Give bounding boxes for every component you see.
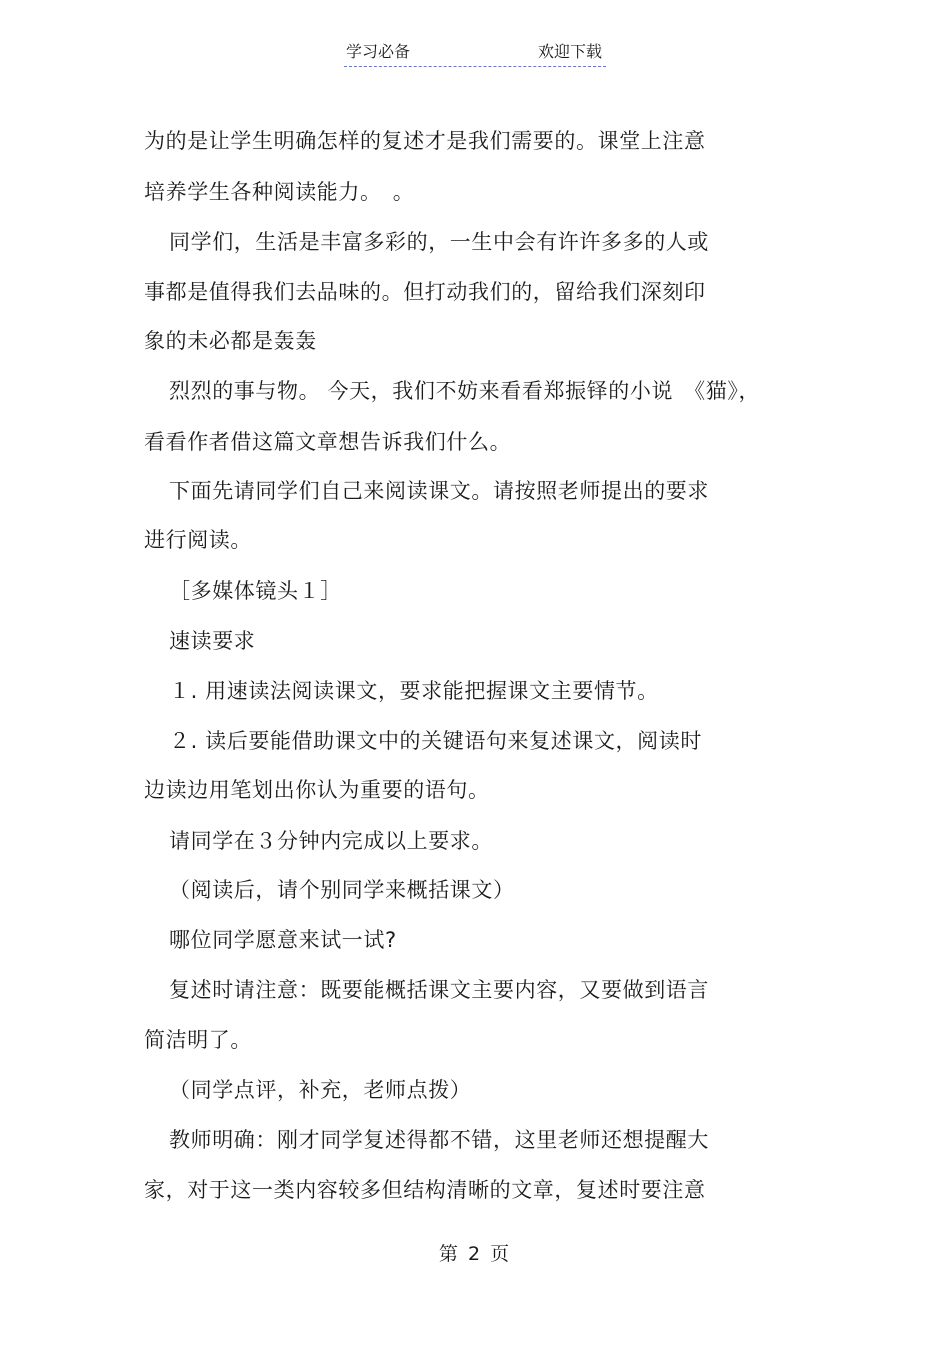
text-line-11: 速读要求	[169, 629, 256, 653]
text-line-18: 复述时请注意：既要能概括课文主要内容，又要做到语言	[169, 978, 709, 1002]
text-line-5: 象的未必都是轰轰	[144, 329, 317, 353]
text-line-16: （阅读后，请个别同学来概括课文）	[169, 878, 515, 902]
text-line-3: 同学们，生活是丰富多彩的，一生中会有许许多多的人或	[169, 230, 709, 254]
text-line-15: 请同学在３分钟内完成以上要求。	[169, 829, 493, 853]
header-right-text: 欢迎下载	[537, 42, 602, 61]
text-line-2: 培养学生各种阅读能力。 。	[144, 180, 415, 204]
text-line-22: 家，对于这一类内容较多但结构清晰的文章，复述时要注意	[144, 1178, 706, 1202]
header-left-text: 学习必备	[346, 42, 411, 61]
text-line-12: １. 用速读法阅读课文，要求能把握课文主要情节。	[169, 679, 659, 703]
text-line-19: 简洁明了。	[144, 1028, 252, 1052]
text-line-7: 看看作者借这篇文章想告诉我们什么。	[144, 430, 512, 454]
text-line-8: 下面先请同学们自己来阅读课文。请按照老师提出的要求	[169, 479, 709, 503]
text-line-1: 为的是让学生明确怎样的复述才是我们需要的。课堂上注意	[144, 129, 706, 153]
page-number: 第 2 页	[438, 1243, 512, 1265]
text-line-21: 教师明确：刚才同学复述得都不错，这里老师还想提醒大	[169, 1128, 709, 1152]
text-line-4: 事都是值得我们去品味的。但打动我们的，留给我们深刻印	[144, 280, 706, 304]
page-header	[344, 40, 606, 67]
text-line-14: 边读边用笔划出你认为重要的语句。	[144, 778, 490, 802]
text-line-20: （同学点评，补充，老师点拨）	[169, 1078, 472, 1102]
text-line-17: 哪位同学愿意来试一试?	[169, 928, 397, 952]
text-line-6: 烈烈的事与物。 今天，我们不妨来看看郑振铎的小说 《猫》，	[169, 379, 761, 403]
text-line-10: ［多媒体镜头１］	[169, 579, 342, 603]
text-line-13: ２. 读后要能借助课文中的关键语句来复述课文，阅读时	[169, 729, 702, 753]
text-line-9: 进行阅读。	[144, 528, 252, 552]
